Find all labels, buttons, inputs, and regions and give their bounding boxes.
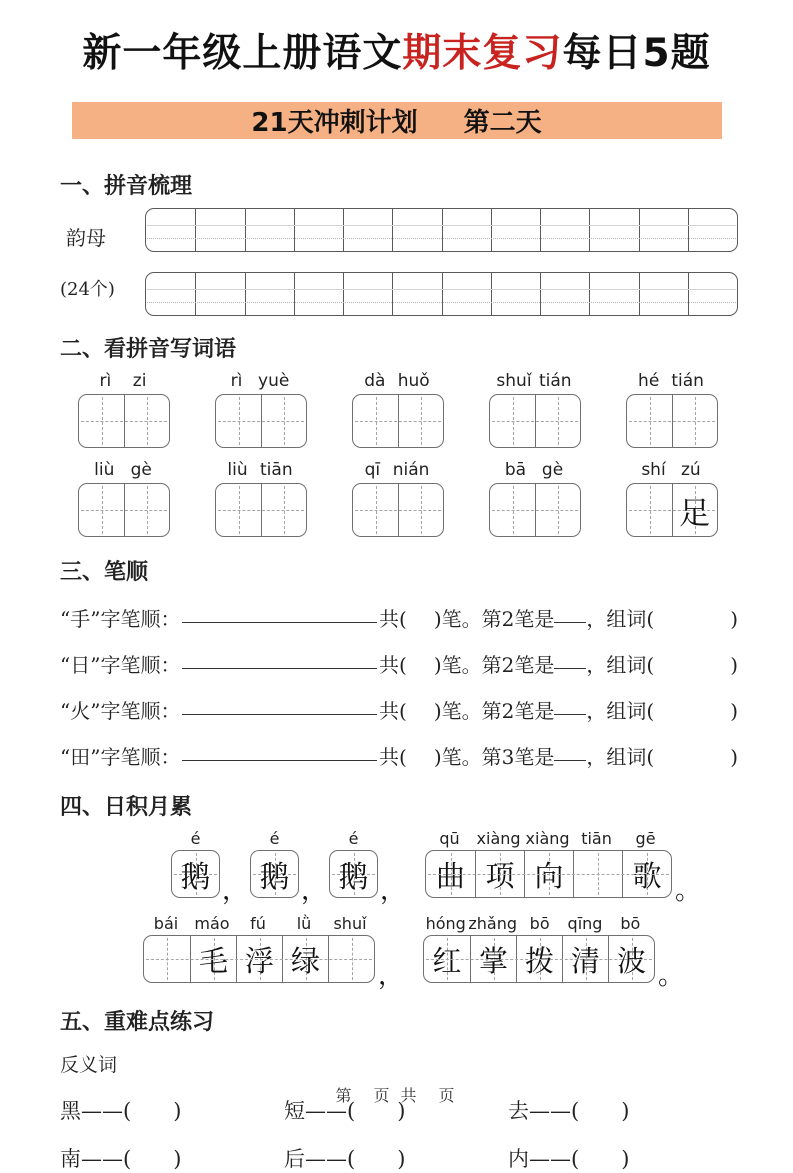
stroke-line — [60, 695, 738, 724]
pinyin-syllable: shí — [641, 460, 666, 480]
word-item — [78, 460, 168, 537]
pinyin-syllable: tián — [671, 371, 704, 391]
pinyin-syllable: nián — [392, 460, 430, 480]
poem-pinyin: é — [190, 829, 201, 848]
pinyin-grid-cell — [639, 273, 688, 315]
title-highlight: 期末复习 — [402, 31, 563, 76]
word-item — [352, 460, 442, 537]
antonym-char: 内 — [508, 1147, 529, 1171]
antonym-item — [284, 1143, 508, 1173]
poem-single-box — [250, 850, 299, 898]
poem-pinyin: tiān — [581, 829, 612, 848]
word-build-open: ，组词( — [586, 745, 655, 769]
stroke-char-label: “田”字笔顺： — [60, 745, 181, 769]
antonyms-area — [60, 1095, 738, 1173]
grid-dashed-line — [629, 421, 715, 422]
poem-char: 曲 — [436, 858, 466, 893]
grid-dashed-line — [218, 421, 304, 422]
section3-heading: 三、笔顺 — [60, 559, 149, 585]
poem-single — [330, 829, 377, 898]
pinyin-grid-cell — [442, 273, 491, 315]
tian-grid — [215, 394, 307, 448]
poem-grid — [425, 850, 672, 898]
word-item — [352, 371, 442, 448]
poem-cell — [475, 851, 524, 897]
word-grid-area — [60, 371, 738, 537]
pinyin-grid-cell — [688, 273, 737, 315]
grid-dashed-line — [218, 510, 304, 511]
stroke-char-label: “手”字笔顺： — [60, 607, 181, 631]
word-pinyin — [489, 371, 579, 391]
banner-day-label: 第二天 — [463, 108, 542, 138]
poem-char: 歌 — [632, 858, 662, 893]
word-build-open: ，组词( — [586, 699, 655, 723]
poem-char: 红 — [432, 943, 462, 978]
poem-pinyin: bái — [153, 914, 179, 933]
word-pinyin — [489, 460, 579, 480]
poem-single — [251, 829, 298, 898]
stroke-order-blank — [182, 667, 377, 669]
tian-grid — [78, 483, 170, 537]
pinyin-syllable: bā — [504, 460, 527, 480]
poem-cell — [524, 851, 573, 897]
poem-char: 项 — [485, 858, 515, 893]
pinyin-grid-cell — [294, 209, 343, 251]
pinyin-grid-cell — [392, 273, 441, 315]
poem-cell — [573, 851, 622, 897]
tian-grid — [489, 483, 581, 537]
poem-char: 鹅 — [338, 860, 369, 895]
stroke-nth-label: )笔。第2笔是 — [433, 653, 555, 677]
poem-pinyin: xiàng — [525, 829, 570, 848]
poem-pinyin-row — [143, 914, 373, 933]
poem-cell — [236, 936, 282, 982]
stroke-count-open: 共( — [379, 607, 407, 631]
tian-grid — [626, 394, 718, 448]
poem-pinyin: bō — [529, 914, 550, 933]
stroke-char-label: “日”字笔顺： — [60, 653, 181, 677]
pinyin-grid-cell — [146, 209, 195, 251]
title-part2: 每日5题 — [562, 31, 711, 76]
pinyin-labels — [60, 208, 145, 316]
poem-grid-group — [423, 914, 655, 983]
pinyin-grid-cell — [392, 209, 441, 251]
poem-char: 绿 — [290, 943, 320, 978]
pinyin-grid-cell — [491, 209, 540, 251]
poem-char: 浮 — [244, 943, 274, 978]
stroke-order-area — [60, 603, 738, 770]
pinyin-syllable: tián — [538, 371, 572, 391]
poem-char: 波 — [617, 943, 647, 978]
word-pinyin — [78, 460, 168, 480]
poem-char: 清 — [571, 943, 601, 978]
pinyin-grid-row — [145, 272, 738, 316]
stroke-line — [60, 649, 738, 678]
pinyin-grid-cell — [639, 209, 688, 251]
paren-close: ) — [173, 1147, 182, 1171]
word-build-open: ，组词( — [586, 607, 655, 631]
stroke-count-open: 共( — [379, 699, 407, 723]
poem-cell — [282, 936, 328, 982]
antonym-char: 短 — [284, 1099, 305, 1123]
worksheet-content — [60, 169, 738, 1173]
poem-single — [172, 829, 219, 898]
antonym-item — [508, 1143, 732, 1173]
poem-single-box — [329, 850, 378, 898]
antonym-dash: —— — [529, 1147, 571, 1171]
grid-dashed-line — [81, 421, 167, 422]
word-pinyin — [215, 371, 305, 391]
section2-heading: 二、看拼音写词语 — [60, 336, 237, 362]
section4-heading: 四、日积月累 — [60, 794, 193, 820]
poem-char: 鹅 — [180, 860, 211, 895]
poem-cell — [328, 936, 374, 982]
grid-dashed-line — [492, 421, 578, 422]
word-build-open: ，组词( — [586, 653, 655, 677]
pinyin-syllable: tiān — [260, 460, 293, 480]
poem-line-1 — [172, 829, 738, 906]
stroke-nth-blank — [554, 713, 586, 715]
grid-dashed-line — [352, 938, 353, 980]
tian-grid — [352, 483, 444, 537]
word-item — [215, 371, 305, 448]
poem-pinyin: xiàng — [476, 829, 521, 848]
grid-dashed-line — [355, 510, 441, 511]
finals-label: 韵母 — [66, 226, 106, 250]
grid-dashed-line — [355, 421, 441, 422]
grid-dashed-line — [492, 510, 578, 511]
word-build-close: ) — [730, 745, 738, 769]
poem-grid-group — [143, 914, 375, 983]
word-pinyin — [215, 460, 305, 480]
antonym-char: 后 — [284, 1147, 305, 1171]
pinyin-grid-cell — [195, 209, 244, 251]
word-pinyin — [626, 371, 716, 391]
word-pinyin — [78, 371, 168, 391]
poem-char: 掌 — [479, 943, 509, 978]
pinyin-grid-cell — [343, 273, 392, 315]
pinyin-syllable: liù — [227, 460, 248, 480]
poem-cell — [190, 936, 236, 982]
word-pinyin — [352, 371, 442, 391]
pinyin-grid-cell — [245, 273, 294, 315]
pinyin-grid-cell — [146, 273, 195, 315]
banner-plan-label: 21天冲刺计划 — [251, 108, 418, 138]
pinyin-syllable: hé — [638, 371, 660, 391]
word-build-close: ) — [730, 607, 738, 631]
antonyms-label: 反义词 — [60, 1054, 118, 1076]
stroke-nth-blank — [554, 621, 586, 623]
poem-grid-group — [425, 829, 672, 898]
poem-cell — [144, 936, 190, 982]
stroke-order-blank — [182, 759, 377, 761]
stroke-order-blank — [182, 621, 377, 623]
tian-grid — [352, 394, 444, 448]
antonym-dash: —— — [305, 1099, 347, 1123]
tian-grid — [215, 483, 307, 537]
stroke-char-label: “火”字笔顺： — [60, 699, 181, 723]
stroke-nth-blank — [554, 667, 586, 669]
answer-char: 足 — [679, 495, 710, 532]
page-title — [0, 0, 793, 78]
pinyin-syllable: zi — [132, 371, 147, 391]
word-build-close: ) — [730, 653, 738, 677]
paren-open: ( — [571, 1099, 580, 1123]
poem-cell — [470, 936, 516, 982]
grid-dashed-line — [167, 938, 168, 980]
stroke-nth-label: )笔。第2笔是 — [433, 607, 555, 631]
paren-close: ) — [173, 1099, 182, 1123]
period-mark: 。 — [658, 961, 685, 991]
poem-pinyin-row — [423, 914, 653, 933]
antonym-char: 南 — [60, 1147, 81, 1171]
pinyin-grid-cell — [245, 209, 294, 251]
poem-cell — [426, 851, 475, 897]
poem-pinyin: qū — [439, 829, 460, 848]
pinyin-syllable: dà — [364, 371, 386, 391]
comma-mark: ， — [378, 961, 405, 991]
poem-char: 毛 — [198, 943, 228, 978]
pinyin-grid-row — [145, 208, 738, 252]
pinyin-syllable: gè — [130, 460, 152, 480]
word-item — [626, 460, 716, 537]
antonym-dash: —— — [529, 1099, 571, 1123]
poem-pinyin: bō — [620, 914, 641, 933]
poem-line-2 — [143, 914, 738, 991]
poem-pinyin: lǜ — [296, 914, 312, 933]
word-pinyin — [352, 460, 442, 480]
poem-single-box — [171, 850, 220, 898]
section-pinyin-review — [60, 169, 738, 316]
finals-count-label: (24个) — [60, 279, 115, 300]
poem-pinyin: é — [348, 829, 359, 848]
stroke-nth-label: )笔。第3笔是 — [433, 745, 555, 769]
section5-heading: 五、重难点练习 — [60, 1009, 215, 1035]
poem-pinyin-row — [425, 829, 670, 848]
word-item — [489, 371, 579, 448]
antonym-row — [60, 1143, 738, 1173]
word-build-close: ) — [730, 699, 738, 723]
pinyin-grid-cell — [294, 273, 343, 315]
word-item — [626, 371, 716, 448]
word-pinyin — [626, 460, 716, 480]
antonym-dash: —— — [81, 1099, 123, 1123]
poem-grid — [143, 935, 375, 983]
tian-grid — [626, 483, 718, 537]
pinyin-syllable: shuǐ — [496, 371, 532, 391]
pinyin-grid-cell — [442, 209, 491, 251]
pinyin-syllable: yuè — [258, 371, 290, 391]
paren-open: ( — [347, 1099, 356, 1123]
page-footer: 第 页 共 页 — [335, 1086, 458, 1105]
antonym-dash: —— — [81, 1147, 123, 1171]
pinyin-grid-cell — [589, 273, 638, 315]
period-mark: 。 — [675, 876, 702, 906]
poem-pinyin: fú — [250, 914, 266, 933]
poem-pinyin: shuǐ — [333, 914, 367, 933]
antonym-char: 黑 — [60, 1099, 81, 1123]
poem-pinyin: máo — [194, 914, 230, 933]
section-stroke-order — [60, 555, 738, 770]
poem-pinyin: é — [269, 829, 280, 848]
pinyin-grid-cell — [540, 209, 589, 251]
antonym-dash: —— — [305, 1147, 347, 1171]
stroke-nth-blank — [554, 759, 586, 761]
comma-mark: ， — [301, 876, 328, 906]
grid-dashed-line — [81, 510, 167, 511]
poem-cell — [516, 936, 562, 982]
pinyin-grid-cell — [589, 209, 638, 251]
word-row — [78, 371, 738, 448]
antonym-item — [60, 1143, 284, 1173]
section-write-words — [60, 332, 738, 537]
poem-pinyin: gē — [635, 829, 656, 848]
poem-grid — [423, 935, 655, 983]
stroke-count-open: 共( — [379, 745, 407, 769]
word-item — [215, 460, 305, 537]
word-item — [78, 371, 168, 448]
comma-mark: ， — [222, 876, 249, 906]
title-part1: 新一年级上册语文 — [82, 31, 403, 76]
paren-close: ) — [621, 1147, 630, 1171]
poem-char: 鹅 — [259, 860, 290, 895]
pinyin-syllable: rì — [230, 371, 243, 391]
paren-close: ) — [397, 1099, 406, 1123]
poem-cell — [622, 851, 671, 897]
poem-pinyin: qīng — [567, 914, 603, 933]
poem-char: 拨 — [525, 943, 555, 978]
pinyin-grid-cell — [491, 273, 540, 315]
pinyin-syllable: huǒ — [397, 371, 430, 391]
paren-close: ) — [397, 1147, 406, 1171]
pinyin-grid-cell — [688, 209, 737, 251]
pinyin-block — [60, 208, 738, 316]
stroke-nth-label: )笔。第2笔是 — [433, 699, 555, 723]
comma-mark: ， — [380, 876, 407, 906]
pinyin-grid-cell — [343, 209, 392, 251]
stroke-order-blank — [182, 713, 377, 715]
paren-open: ( — [123, 1147, 132, 1171]
pinyin-syllable: zú — [680, 460, 701, 480]
poem-cell — [562, 936, 608, 982]
tian-grid — [489, 394, 581, 448]
pinyin-grid-cell — [540, 273, 589, 315]
poem-cell — [608, 936, 654, 982]
poem-cell — [424, 936, 470, 982]
paren-open: ( — [123, 1099, 132, 1123]
paren-close: ) — [621, 1099, 630, 1123]
banner — [72, 102, 722, 139]
pinyin-grid-cell — [195, 273, 244, 315]
word-item — [489, 460, 579, 537]
section1-heading: 一、拼音梳理 — [60, 173, 193, 199]
pinyin-syllable: liù — [94, 460, 115, 480]
poem-char: 向 — [534, 858, 564, 893]
pinyin-syllable: gè — [541, 460, 564, 480]
poem-pinyin: hóng — [425, 914, 466, 933]
pinyin-grid-area — [145, 208, 738, 316]
stroke-count-open: 共( — [379, 653, 407, 677]
antonym-char: 去 — [508, 1099, 529, 1123]
grid-dashed-line — [598, 853, 599, 895]
pinyin-syllable: rì — [99, 371, 112, 391]
paren-open: ( — [571, 1147, 580, 1171]
paren-open: ( — [347, 1147, 356, 1171]
word-row — [78, 460, 738, 537]
pinyin-syllable: qī — [364, 460, 381, 480]
stroke-line — [60, 603, 738, 632]
stroke-line — [60, 741, 738, 770]
tian-grid — [78, 394, 170, 448]
section-accumulation — [60, 790, 738, 991]
poem-pinyin: zhǎng — [468, 914, 517, 933]
